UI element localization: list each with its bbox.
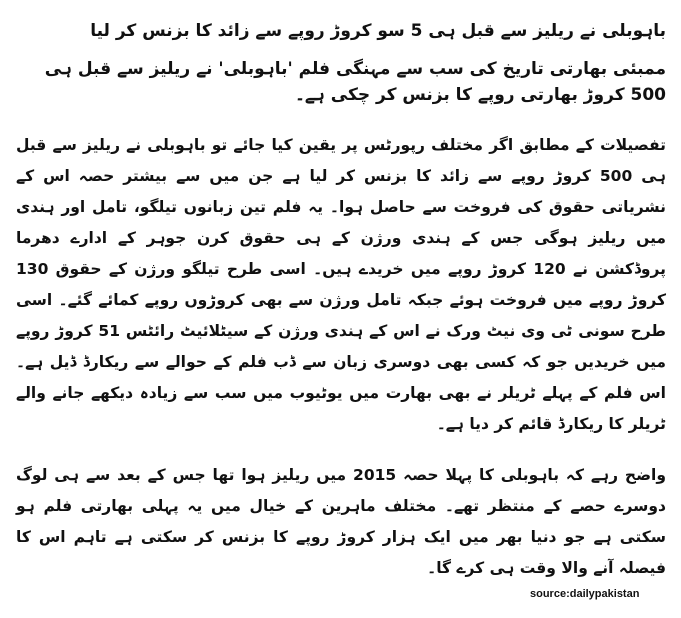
source-credit: source:dailypakistan xyxy=(530,588,640,600)
article-paragraph-2: واضح رہے کہ باہوبلی کا پہلا حصہ 2015 میں ریلیز ہوا تھا جس کے بعد سے ہی لوگ دوسرے حصے کے منتظر تھے۔ مختلف ماہرین کے خیال میں یہ پہلی بھارتی فلم ہو سکتی ہے جو دنیا بھر میں ایک ہزار کروڑ روپے کا بزنس کر سکتی ہے تاہم اس کا فیصلہ آنے والا وقت ہی کرے گا۔ xyxy=(16,466,666,577)
article-lead: ممبئی بھارتی تاریخ کی سب سے مہنگی فلم 'باہوبلی' نے ریلیز سے قبل ہی 500 کروڑ بھارتی روپے کا بزنس کر چکی ہے۔ xyxy=(44,59,666,105)
article xyxy=(16,10,666,604)
article-paragraph-1: تفصیلات کے مطابق اگر مختلف رپورٹس پر یقین کیا جائے تو باہوبلی نے ریلیز سے قبل ہی 500 کروڑ روپے سے زائد کا بزنس کر لیا ہے جن میں سے بیشتر حصہ اس کے نشریاتی حقوق کی فروخت سے حاصل ہوا۔ یہ فلم تین زبانوں تیلگو، تامل اور ہندی میں ریلیز ہوگی جس کے ہندی ورژن کے ہی حقوق کرن جوہر کے ادارے دھرما پروڈکشن نے 120 کروڑ روپے میں خریدے ہیں۔ اسی طرح تیلگو ورژن کے حقوق 130 کروڑ روپے میں فروخت ہوئے جبکہ تامل ورژن سے بھی کروڑوں روپے کمائے گئے۔ اسی طرح سونی ٹی وی نیٹ ورک نے اس کے ہندی ورژن کے سیٹلائیٹ رائٹس 51 کروڑ روپے میں خریدیں جو کہ کسی بھی دوسری زبان سے ڈب فلم کے حوالے سے ریکارڈ ڈیل ہے۔ اس فلم کے پہلے ٹریلر نے بھی بھارت میں یوٹیوب میں سب سے زیادہ دیکھے جانے والے ٹریلر کا ریکارڈ قائم کر دیا ہے۔ xyxy=(16,136,666,433)
article-headline: باہوبلی نے ریلیز سے قبل ہی 5 سو کروڑ روپے سے زائد کا بزنس کر لیا xyxy=(90,21,666,41)
